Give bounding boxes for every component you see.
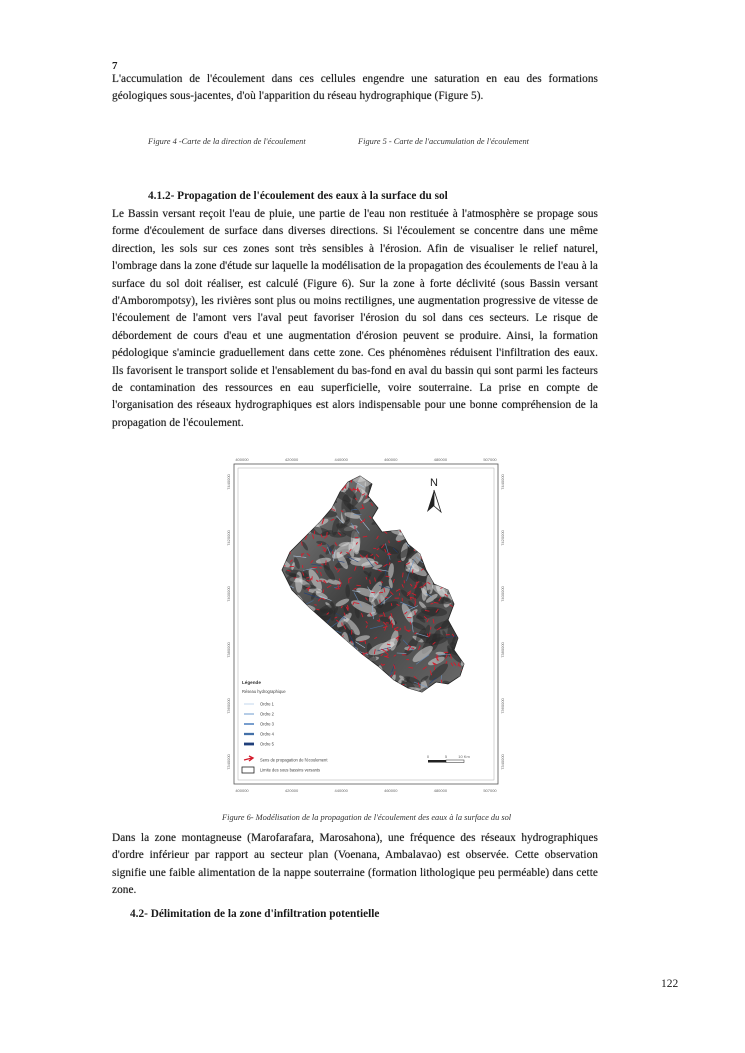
legend-network-label: Réseau hydrographique — [242, 689, 286, 694]
y-tick-label: 7420000 — [500, 530, 505, 546]
x-tick-label: 460000 — [384, 788, 398, 793]
section-number: 7 — [112, 60, 118, 72]
intro-paragraph: L'accumulation de l'écoulement dans ces cellules engendre une saturation en eau des formations géologiques sous-jacentes, d'où l'apparition du réseau hydrographique (Figure 5). — [112, 73, 598, 103]
x-tick-label: 440000 — [334, 457, 348, 462]
svg-text:Sens de propagation de l'écoul: Sens de propagation de l'écoulement — [260, 757, 328, 763]
legend-order-label: Ordre 4 — [260, 731, 274, 737]
y-tick-label: 7340000 — [500, 754, 505, 770]
x-tick-label: 420000 — [284, 457, 299, 462]
observation-paragraph: Dans la zone montagneuse (Marofarafara, Marosahona), une fréquence des réseaux hydrographiques d'ordre inférieur par rapport au secteur plan (Voenana, Ambalavao) est observée. Cette observation signifie une faible alimentation de la nappe souterraine (formation lithologique peu perméable) dans cette zone. — [112, 832, 598, 897]
figure-6-map — [222, 452, 510, 798]
figure-5-caption: Figure 5 - Carte de l'accumulation de l'écoulement — [358, 137, 529, 146]
svg-text:Limite des sous bassins versan: Limite des sous bassins versants — [260, 767, 321, 773]
x-tick-label: 507000 — [483, 788, 497, 793]
section-heading-4-2: 4.2- Délimitation de la zone d'infiltration potentielle — [130, 908, 380, 920]
legend-order-label: Ordre 3 — [260, 721, 274, 727]
y-tick-label: 7380000 — [226, 642, 231, 658]
x-tick-label: 440000 — [334, 788, 348, 793]
propagation-paragraph: Le Bassin versant reçoit l'eau de pluie, une partie de l'eau non restituée à l'atmosphère se propage sous forme d'écoulement de surface dans diverses directions. Si l'écoulement se concentre dans une même direction, les sols sur ces zones sont très sensibles à l'érosion. Afin de visualiser le relief naturel, l'ombrage dans la zone d'étude sur laquelle la modélisation de la propagation des écoulements de l'eau à la surface du sol doit réaliser, est calculé (Figure 6). Sur la zone à forte déclivité (sous Bassin versant d'Amborompotsy), les rivières sont plus ou moins rectilignes, une augmentation progressive de vitesse de l'écoulement de l'amont vers l'aval peut favoriser l'érosion du sol dans ces secteurs. Le risque de débordement de cours d'eau et une augmentation d'érosion peuvent se produire. Ainsi, la formation pédologique s'amincie graduellement dans cette zone. Ces phénomènes réduisent l'infiltration des eaux. Ils favorisent le transport solide et l'ensablement du bas-fond en aval du bassin qui sont parmi les facteurs de contamination des ressources en eau superficielle, voire souterraine. La prise en compte de l'organisation des réseaux hydrographiques est alors indispensable pour une bonne compréhension de la propagation de l'écoulement. — [112, 208, 598, 429]
svg-text:10 Km: 10 Km — [458, 754, 470, 759]
y-tick-label: 7340000 — [226, 754, 231, 770]
figure-6-caption: Figure 6- Modélisation de la propagation de l'écoulement des eaux à la surface du sol — [222, 813, 512, 822]
y-tick-label: 7400000 — [226, 586, 231, 602]
x-tick-label: 400000 — [235, 788, 249, 793]
y-tick-label: 7420000 — [226, 530, 231, 546]
svg-text:0: 0 — [426, 754, 430, 759]
x-tick-label: 420000 — [284, 788, 299, 793]
legend-order-label: Ordre 1 — [260, 701, 274, 707]
x-tick-label: 400000 — [235, 457, 249, 462]
page-number: 122 — [661, 978, 679, 990]
x-tick-label: 460000 — [384, 457, 398, 462]
section-heading-4-1-2: 4.1.2- Propagation de l'écoulement des eaux à la surface du sol — [148, 190, 448, 202]
svg-text:5: 5 — [444, 754, 448, 759]
figure-4-caption: Figure 4 -Carte de la direction de l'écoulement — [148, 137, 306, 146]
y-tick-label: 7360000 — [500, 698, 505, 714]
x-tick-label: 480000 — [433, 788, 448, 793]
legend-order-label: Ordre 5 — [260, 741, 274, 747]
legend-boundary-item — [242, 767, 320, 773]
y-tick-label: 7440000 — [500, 474, 505, 490]
svg-text:N: N — [430, 477, 438, 489]
y-tick-label: 7380000 — [500, 642, 505, 658]
y-tick-label: 7400000 — [500, 586, 505, 602]
x-tick-label: 507000 — [483, 457, 497, 462]
legend-order-label: Ordre 2 — [260, 711, 274, 717]
legend-title: Légende — [242, 680, 261, 685]
x-tick-label: 480000 — [433, 457, 448, 462]
y-tick-label: 7440000 — [226, 474, 231, 490]
y-tick-label: 7360000 — [226, 698, 231, 714]
